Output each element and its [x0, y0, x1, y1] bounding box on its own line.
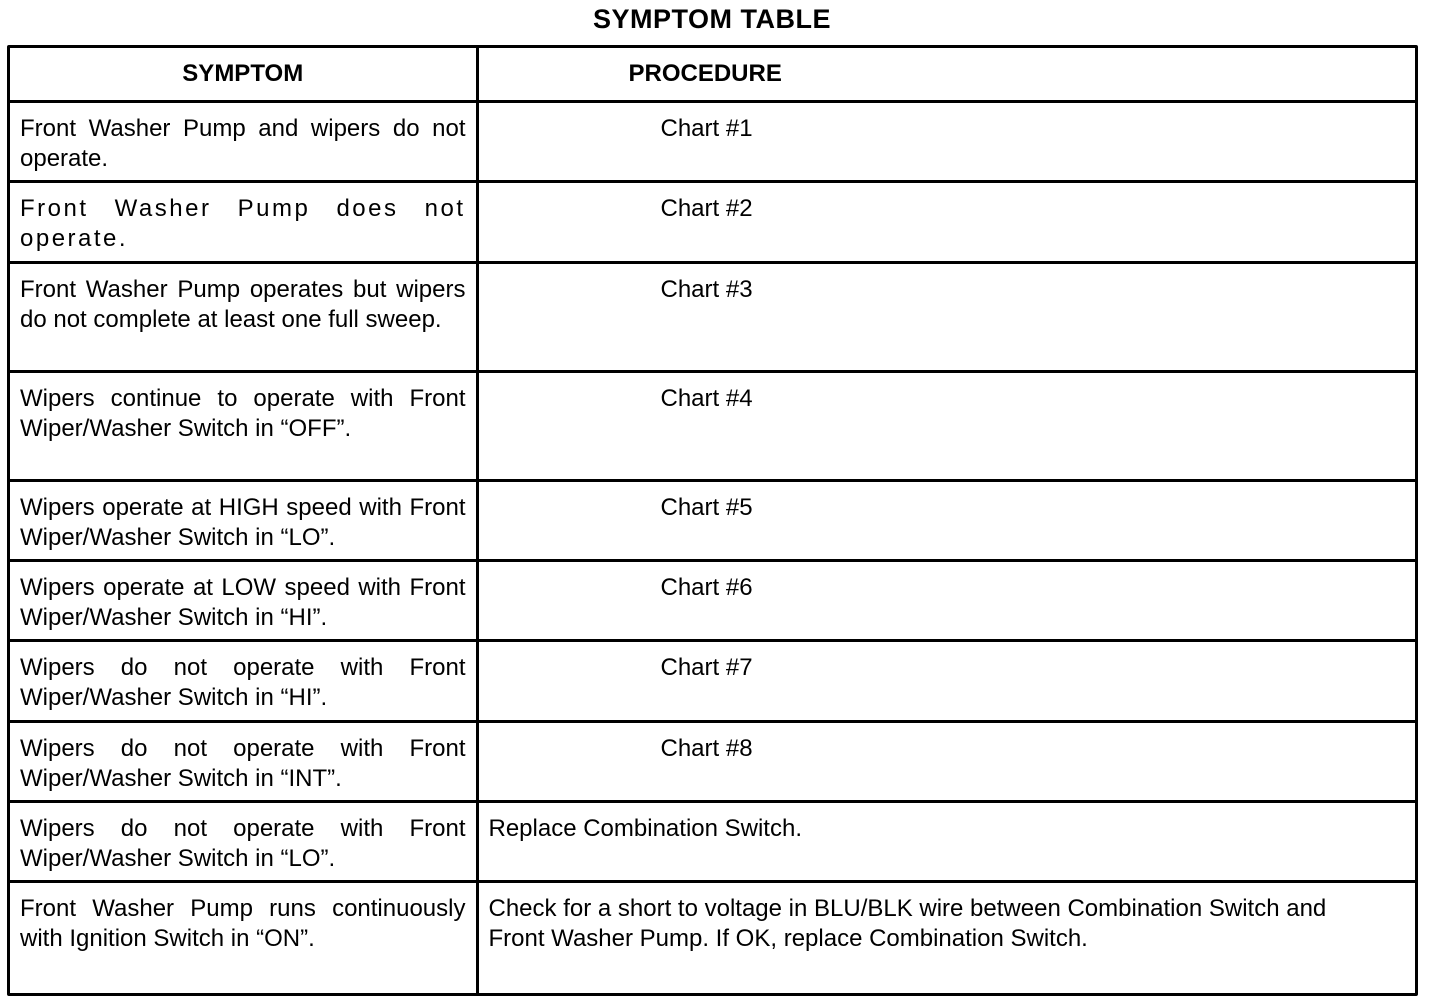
symptom-cell: Front Washer Pump operates but wipers do not complete at least one full sweep.: [10, 263, 477, 372]
symptom-cell: Wipers do not operate with Front Wiper/Washer Switch in “LO”.: [10, 802, 477, 882]
page-title: SYMPTOM TABLE: [592, 4, 831, 34]
procedure-cell: Chart #5: [477, 481, 1415, 561]
table-row: [10, 481, 1415, 561]
symptom-cell: Front Washer Pump does not operate.: [10, 182, 477, 263]
table-row: [10, 102, 1415, 182]
table-row: [10, 802, 1415, 882]
procedure-cell: Chart #8: [477, 722, 1415, 802]
symptom-cell: Front Washer Pump and wipers do not operate.: [10, 102, 477, 182]
symptom-table-frame: [7, 45, 1418, 996]
table-row: [10, 561, 1415, 641]
table-header-row: [10, 48, 1415, 102]
table-row: [10, 722, 1415, 802]
table-row: [10, 372, 1415, 481]
symptom-cell: Wipers operate at HIGH speed with Front Wiper/Washer Switch in “LO”.: [10, 481, 477, 561]
procedure-cell: Chart #3: [477, 263, 1415, 372]
procedure-cell: Chart #4: [477, 372, 1415, 481]
symptom-cell: Front Washer Pump runs continuously with Ignition Switch in “ON”.: [10, 882, 477, 994]
symptom-cell: Wipers do not operate with Front Wiper/Washer Switch in “INT”.: [10, 722, 477, 802]
table-row: [10, 263, 1415, 372]
table-row: [10, 641, 1415, 722]
table-row: [10, 882, 1415, 994]
symptom-cell: Wipers continue to operate with Front Wiper/Washer Switch in “OFF”.: [10, 372, 477, 481]
procedure-cell: Replace Combination Switch.: [477, 802, 1415, 882]
header-procedure: PROCEDURE: [477, 48, 1415, 102]
symptom-cell: Wipers do not operate with Front Wiper/Washer Switch in “HI”.: [10, 641, 477, 722]
header-symptom: SYMPTOM: [10, 48, 477, 102]
procedure-cell: Check for a short to voltage in BLU/BLK wire between Combination Switch and Front Washer Pump. If OK, replace Combination Switch.: [477, 882, 1415, 994]
symptom-cell: Wipers operate at LOW speed with Front Wiper/Washer Switch in “HI”.: [10, 561, 477, 641]
procedure-cell: Chart #6: [477, 561, 1415, 641]
symptom-table: [10, 48, 1415, 993]
procedure-cell: Chart #1: [660, 115, 753, 142]
procedure-cell: Chart #2: [477, 182, 1415, 263]
table-row: [10, 182, 1415, 263]
procedure-cell: Chart #7: [477, 641, 1415, 722]
